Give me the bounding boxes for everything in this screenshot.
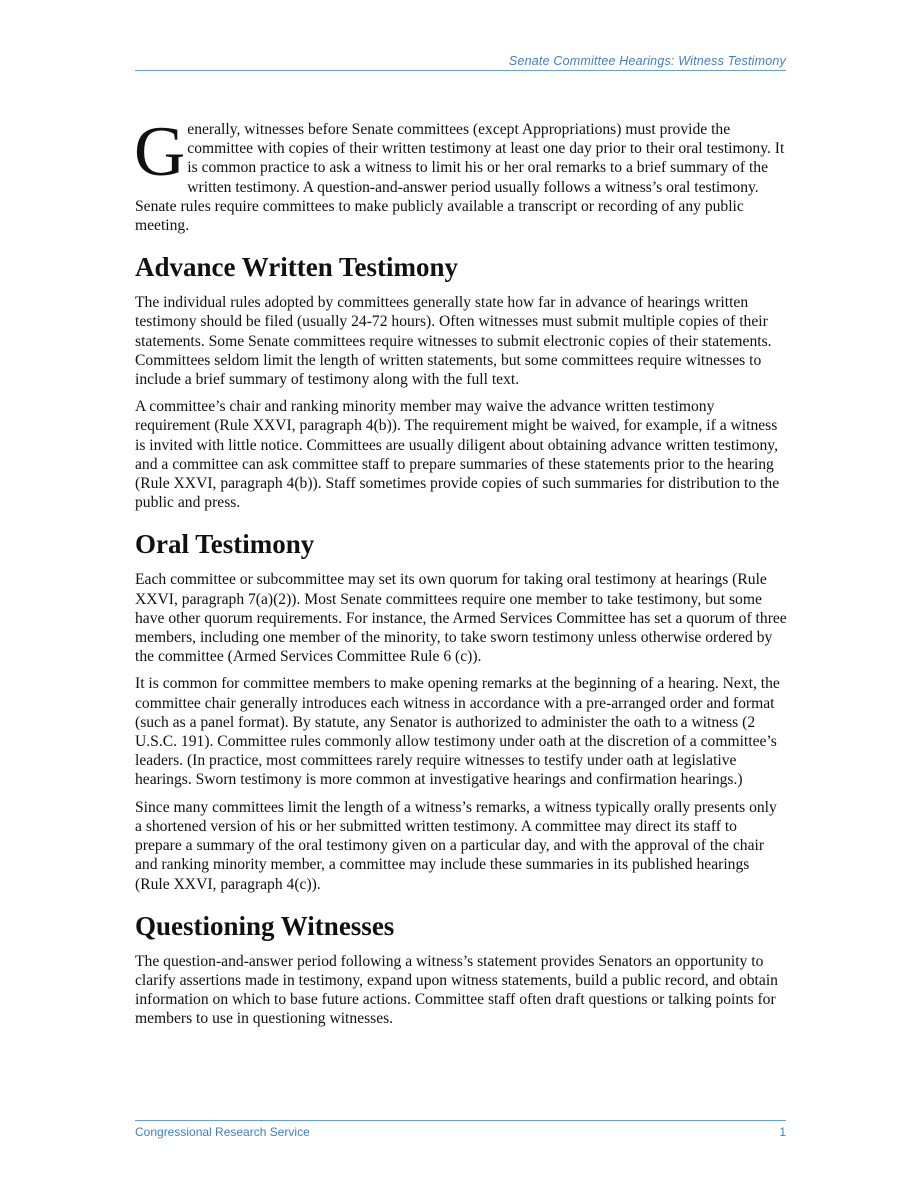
paragraph: It is common for committee members to make opening remarks at the beginning of a hearing. Next, the committee chair generally introduces each witness in accordance with a pre-arranged order and format (such as a panel format). By statute, any Senator is authorized to administer the oath to a witness (2 U.S.C. 191). Committee rules commonly allow testimony under oath at the discretion of a committee’s leaders. (In practice, most committees rarely require witnesses to testify under oath at legislative hearings. Sworn testimony is more common at investigative hearings and confirmation hearings.)	[135, 675, 780, 789]
intro-text: enerally, witnesses before Senate committees (except Appropriations) must provide the committee with copies of their written testimony at least one day prior to their oral testimony. It is common practice to ask a witness to limit his or her oral remarks to a brief summary of the written testimony. A question-and-answer period usually follows a witness’s oral testimony. Senate rules require committees to make publicly available a transcript or recording of any public meeting.	[135, 121, 785, 235]
running-header: Senate Committee Hearings: Witness Testimony	[135, 54, 786, 71]
intro-paragraph	[134, 113, 787, 235]
page-number: 1	[779, 1125, 786, 1139]
paragraph: A committee’s chair and ranking minority member may waive the advance written testimony requirement (Rule XXVI, paragraph 4(b)). The requirement might be waived, for example, if a witness is invited with little notice. Committees are usually diligent about obtaining advance written testimony, and a committee can ask committee staff to prepare summaries of these statements prior to the hearing (Rule XXVI, paragraph 4(b)). Staff sometimes provide copies of such summaries for distribution to the public and press.	[135, 398, 780, 512]
section-heading-advance-written-testimony: Advance Written Testimony	[135, 252, 459, 283]
document-body	[134, 113, 787, 1037]
paragraph: The question-and-answer period following a witness’s statement provides Senators an opportunity to clarify assertions made in testimony, expand upon witness statements, build a public record, and obtain information on which to base future actions. Committee staff often draft questions or talking points for members to use in questioning witnesses.	[135, 952, 778, 1028]
paragraph: Since many committees limit the length of a witness’s remarks, a witness typically orally presents only a shortened version of his or her submitted written testimony. A committee may direct its staff to prepare a summary of the oral testimony given on a particular day, and with the approval of the chair and ranking minority member, a committee may include these summaries in its published hearings (Rule XXVI, paragraph 4(c)).	[135, 798, 777, 893]
running-footer	[135, 1120, 786, 1139]
paragraph: The individual rules adopted by committees generally state how far in advance of hearings written testimony should be filed (usually 24-72 hours). Often witnesses must submit multiple copies of their statements. Some Senate committees require witnesses to submit electronic copies of their statements. Committees seldom limit the length of written statements, but some committees require witnesses to include a brief summary of testimony along with the full text.	[135, 294, 772, 389]
drop-cap: G	[134, 113, 186, 191]
section-heading-oral-testimony: Oral Testimony	[135, 529, 315, 560]
footer-organization: Congressional Research Service	[135, 1125, 310, 1139]
section-heading-questioning-witnesses: Questioning Witnesses	[135, 910, 395, 941]
paragraph: Each committee or subcommittee may set its own quorum for taking oral testimony at hearings (Rule XXVI, paragraph 7(a)(2)). Most Senate committees require one member to take testimony, but some have other quorum requirements. For instance, the Armed Services Committee has set a quorum of three members, including one member of the minority, to take sworn testimony unless otherwise ordered by the committee (Armed Services Committee Rule 6 (c)).	[135, 571, 787, 666]
